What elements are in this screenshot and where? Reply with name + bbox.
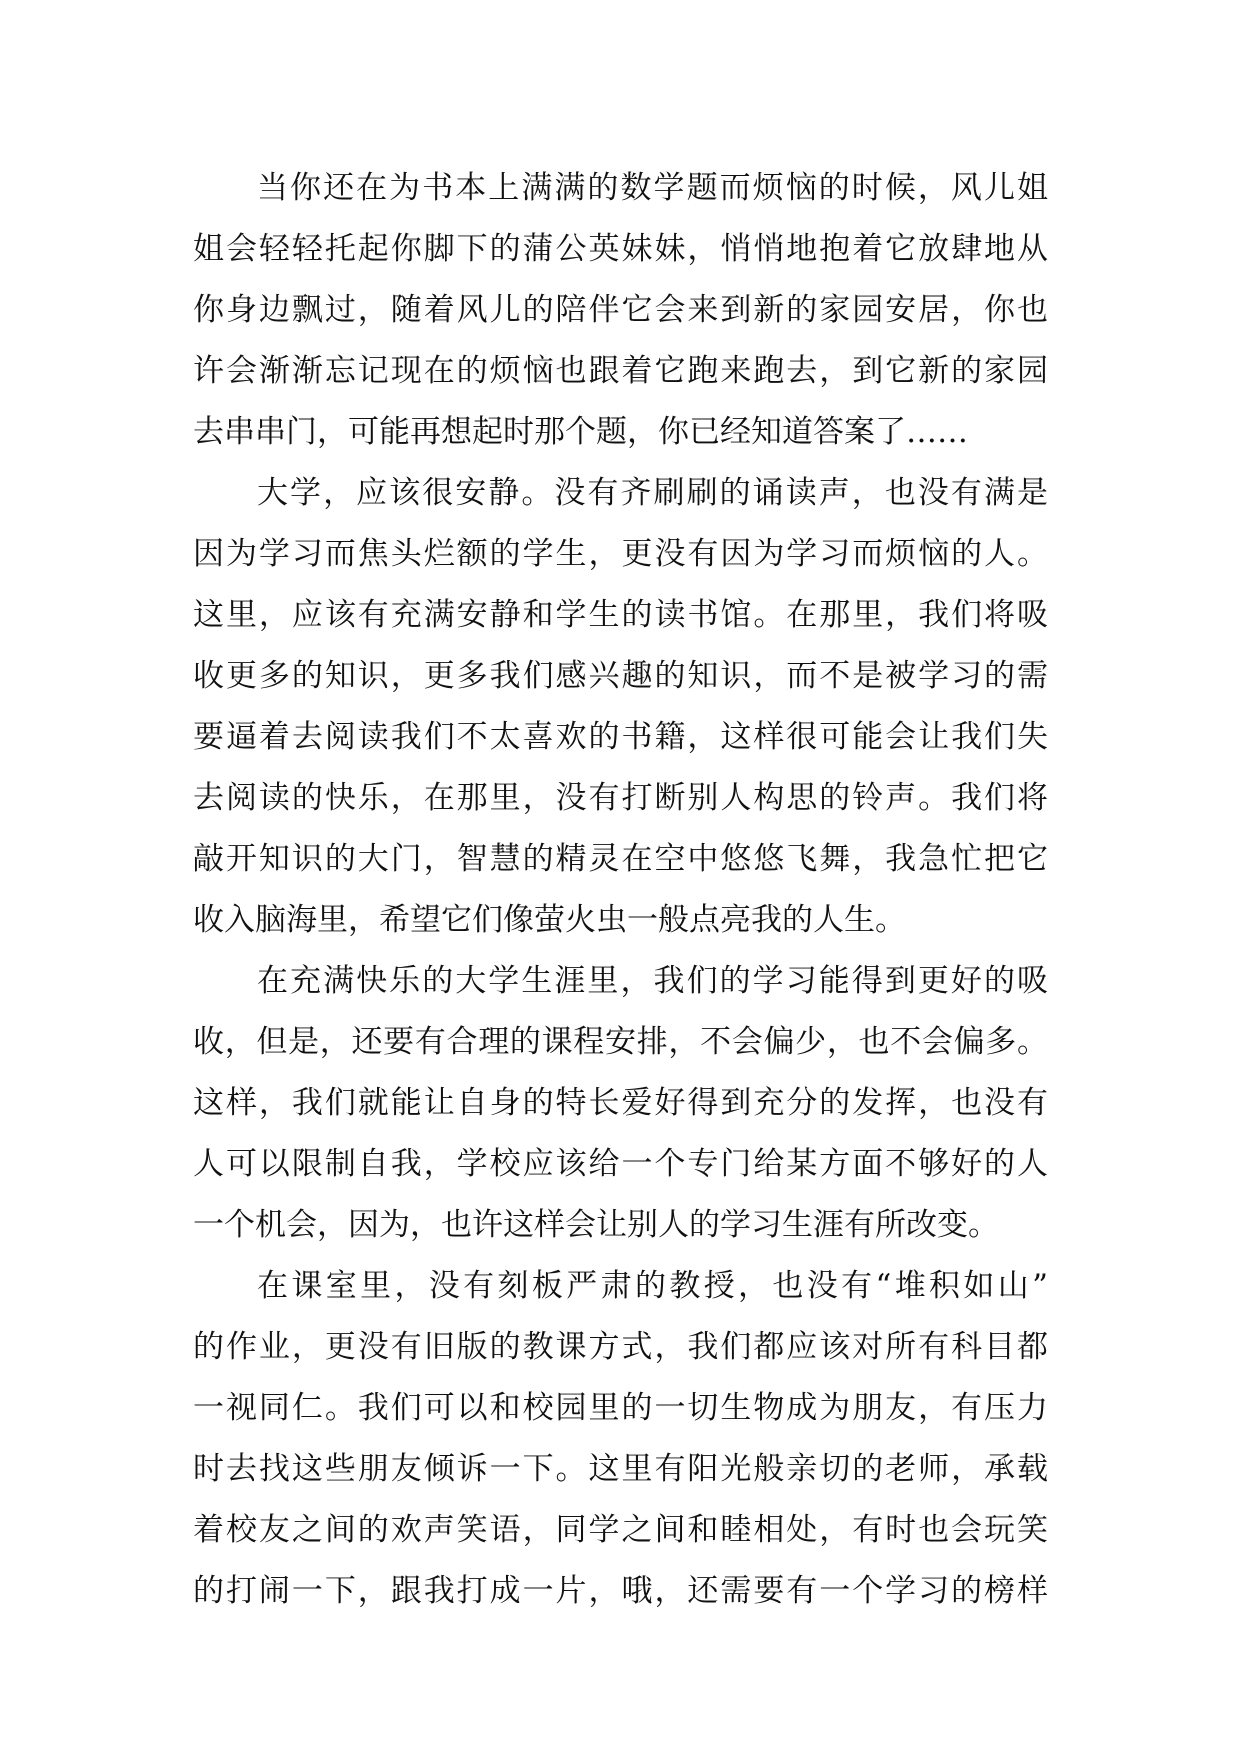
text-line: 去阅读的快乐，在那里，没有打断别人构思的铃声。我们将: [193, 780, 1048, 816]
text-line: 收更多的知识，更多我们感兴趣的知识，而不是被学习的需: [193, 658, 1048, 694]
text-line: 的作业，更没有旧版的教课方式，我们都应该对所有科目都: [193, 1329, 1048, 1365]
text-line: 大学，应该很安静。没有齐刷刷的诵读声，也没有满是: [257, 475, 1048, 511]
text-line: 这样，我们就能让自身的特长爱好得到充分的发挥，也没有: [193, 1085, 1048, 1121]
text-line: 当你还在为书本上满满的数学题而烦恼的时候，风儿姐: [257, 170, 1048, 206]
text-line: 敲开知识的大门，智慧的精灵在空中悠悠飞舞，我急忙把它: [193, 841, 1048, 877]
text-line: 你身边飘过，随着风儿的陪伴它会来到新的家园安居，你也: [193, 292, 1048, 328]
text-line: 着校友之间的欢声笑语，同学之间和睦相处，有时也会玩笑: [193, 1512, 1048, 1548]
text-line: 时去找这些朋友倾诉一下。这里有阳光般亲切的老师，承载: [193, 1451, 1048, 1487]
paragraph-3: [193, 951, 1048, 1256]
text-line: 的打闹一下，跟我打成一片，哦，还需要有一个学习的榜样: [193, 1573, 1048, 1609]
text-line: 收入脑海里，希望它们像萤火虫一般点亮我的人生。: [193, 902, 906, 938]
paragraph-1: [193, 158, 1048, 463]
text-line: 姐会轻轻托起你脚下的蒲公英妹妹，悄悄地抱着它放肆地从: [193, 231, 1048, 267]
text-line: 收，但是，还要有合理的课程安排，不会偏少，也不会偏多。: [193, 1024, 1048, 1060]
text-line: 在充满快乐的大学生涯里，我们的学习能得到更好的吸: [257, 963, 1048, 999]
paragraph-2: [193, 463, 1048, 951]
text-line: 人可以限制自我，学校应该给一个专门给某方面不够好的人: [193, 1146, 1048, 1182]
text-line: 要逼着去阅读我们不太喜欢的书籍，这样很可能会让我们失: [193, 719, 1048, 755]
text-line: 在课室里，没有刻板严肃的教授，也没有“堆积如山”: [257, 1268, 1048, 1304]
paragraph-4: [193, 1256, 1048, 1622]
text-line: 一个机会，因为，也许这样会让别人的学习生涯有所改变。: [193, 1207, 999, 1243]
text-line: 去串串门，可能再想起时那个题，你已经知道答案了……: [193, 414, 968, 450]
text-line: 许会渐渐忘记现在的烦恼也跟着它跑来跑去，到它新的家园: [193, 353, 1048, 389]
text-line: 一视同仁。我们可以和校园里的一切生物成为朋友，有压力: [193, 1390, 1048, 1426]
document-page: [193, 158, 1048, 1622]
text-line: 这里，应该有充满安静和学生的读书馆。在那里，我们将吸: [193, 597, 1048, 633]
text-line: 因为学习而焦头烂额的学生，更没有因为学习而烦恼的人。: [193, 536, 1048, 572]
